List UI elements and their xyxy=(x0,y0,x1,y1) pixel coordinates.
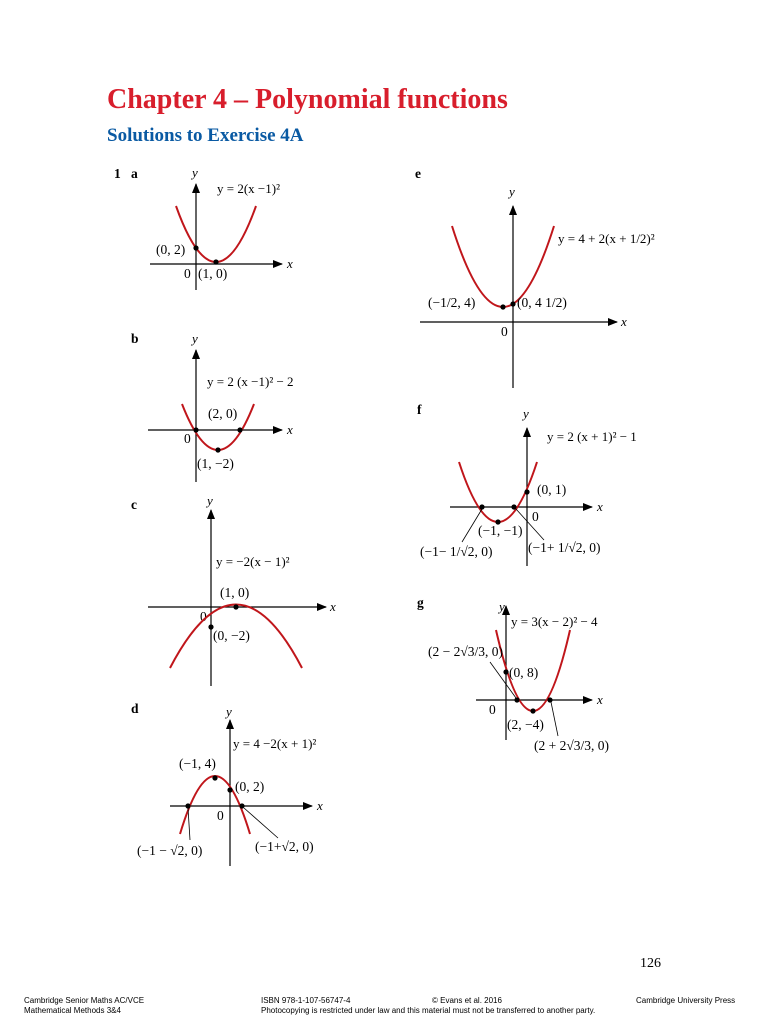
point-marker xyxy=(193,427,198,432)
graph-a-label: a xyxy=(131,166,138,181)
footer-publisher: Cambridge University Press xyxy=(636,996,736,1005)
point-label: (2, 0) xyxy=(208,406,238,421)
point-label: (0, −2) xyxy=(213,628,250,643)
origin-label: 0 xyxy=(200,609,207,624)
point-marker xyxy=(500,304,505,309)
point-marker xyxy=(237,427,242,432)
equation-label: y = 2 (x −1)² − 2 xyxy=(207,374,294,389)
origin-label: 0 xyxy=(184,431,191,446)
y-axis-label: y xyxy=(509,184,515,199)
point-label: (−1/2, 4) xyxy=(428,295,476,310)
graph-c-label: c xyxy=(131,497,137,512)
equation-label: y = 4 + 2(x + 1/2)² xyxy=(558,231,655,246)
point-label: (−1− 1/√2, 0) xyxy=(420,544,493,559)
point-marker xyxy=(503,669,508,674)
point-label: (0, 2) xyxy=(235,779,265,794)
x-axis-label: x xyxy=(597,499,603,514)
footer-subject-text: Mathematical Methods 3&4 xyxy=(24,1006,121,1015)
graph-d-label: d xyxy=(131,701,139,716)
point-marker xyxy=(185,803,190,808)
point-marker xyxy=(215,447,220,452)
point-marker xyxy=(213,259,218,264)
x-axis-label: x xyxy=(621,314,627,329)
y-axis-label: y xyxy=(523,406,529,421)
graph-g-label: g xyxy=(417,595,424,610)
graph-e-label: e xyxy=(415,166,421,181)
point-marker xyxy=(233,604,238,609)
point-label: (2 + 2√3/3, 0) xyxy=(534,738,610,753)
question-number: 1 xyxy=(114,166,121,181)
point-label: (0, 4 1/2) xyxy=(517,295,567,310)
graph-g xyxy=(417,595,609,753)
graph-f-label: f xyxy=(417,402,422,417)
graph-f xyxy=(417,402,637,566)
point-label: (0, 1) xyxy=(537,482,567,497)
graph-c xyxy=(131,493,336,686)
pointer-line xyxy=(188,808,190,840)
pointer-line xyxy=(551,702,558,736)
point-label: (1, −2) xyxy=(197,456,234,471)
footer-copyright: © Evans et al. 2016 xyxy=(432,996,502,1005)
y-axis-label: y xyxy=(192,165,198,180)
point-label: (2, −4) xyxy=(507,717,544,732)
footer-isbn: ISBN 978-1-107-56747-4 xyxy=(261,996,351,1005)
origin-label: 0 xyxy=(501,324,508,339)
point-label: (1, 0) xyxy=(220,585,250,600)
point-marker xyxy=(524,489,529,494)
x-axis-label: x xyxy=(317,798,323,813)
x-axis-label: x xyxy=(597,692,603,707)
y-axis-label: y xyxy=(192,331,198,346)
point-label: (0, 8) xyxy=(509,665,539,680)
point-label: (0, 2) xyxy=(156,242,186,257)
graph-e xyxy=(415,166,655,388)
point-marker xyxy=(193,245,198,250)
point-marker xyxy=(239,803,244,808)
point-label: (−1, −1) xyxy=(478,523,523,538)
origin-label: 0 xyxy=(184,266,191,281)
equation-label: y = 2 (x + 1)² − 1 xyxy=(547,429,637,444)
point-marker xyxy=(547,697,552,702)
point-label: (2 − 2√3/3, 0) xyxy=(428,644,504,659)
section-title: Solutions to Exercise 4A xyxy=(107,125,304,146)
page-number: 126 xyxy=(640,956,661,971)
point-marker xyxy=(530,708,535,713)
point-marker xyxy=(212,775,217,780)
y-axis-label: y xyxy=(499,599,505,614)
point-marker xyxy=(510,301,515,306)
equation-label: y = −2(x − 1)² xyxy=(216,554,290,569)
point-marker xyxy=(514,697,519,702)
origin-label: 0 xyxy=(489,702,496,717)
equation-label: y = 2(x −1)² xyxy=(217,181,280,196)
point-label: (−1+√2, 0) xyxy=(255,839,314,854)
equation-label: y = 4 −2(x + 1)² xyxy=(233,736,317,751)
graph-b xyxy=(131,331,294,482)
graph-b-label: b xyxy=(131,331,139,346)
origin-label: 0 xyxy=(217,808,224,823)
origin-label: 0 xyxy=(532,509,539,524)
y-axis-label: y xyxy=(226,704,232,719)
point-label: (−1, 4) xyxy=(179,756,216,771)
y-axis-label: y xyxy=(207,493,213,508)
x-axis-label: x xyxy=(287,256,293,271)
footer-series xyxy=(24,996,144,1016)
point-label: (−1 − √2, 0) xyxy=(137,843,203,858)
point-label: (−1+ 1/√2, 0) xyxy=(528,540,601,555)
point-marker xyxy=(227,787,232,792)
chapter-title: Chapter 4 – Polynomial functions xyxy=(107,84,508,115)
parabola-curve xyxy=(176,206,256,262)
footer-legal xyxy=(261,996,595,1016)
point-label: (1, 0) xyxy=(198,266,228,281)
point-marker xyxy=(479,504,484,509)
footer-notice: Photocopying is restricted under law and this material must not be transferred to another party. xyxy=(261,1006,596,1015)
point-marker xyxy=(511,504,516,509)
x-axis-label: x xyxy=(330,599,336,614)
equation-label: y = 3(x − 2)² − 4 xyxy=(511,614,598,629)
graph-a xyxy=(131,165,293,290)
graph-d xyxy=(131,701,323,866)
footer-series-text: Cambridge Senior Maths AC/VCE xyxy=(24,996,145,1005)
x-axis-label: x xyxy=(287,422,293,437)
